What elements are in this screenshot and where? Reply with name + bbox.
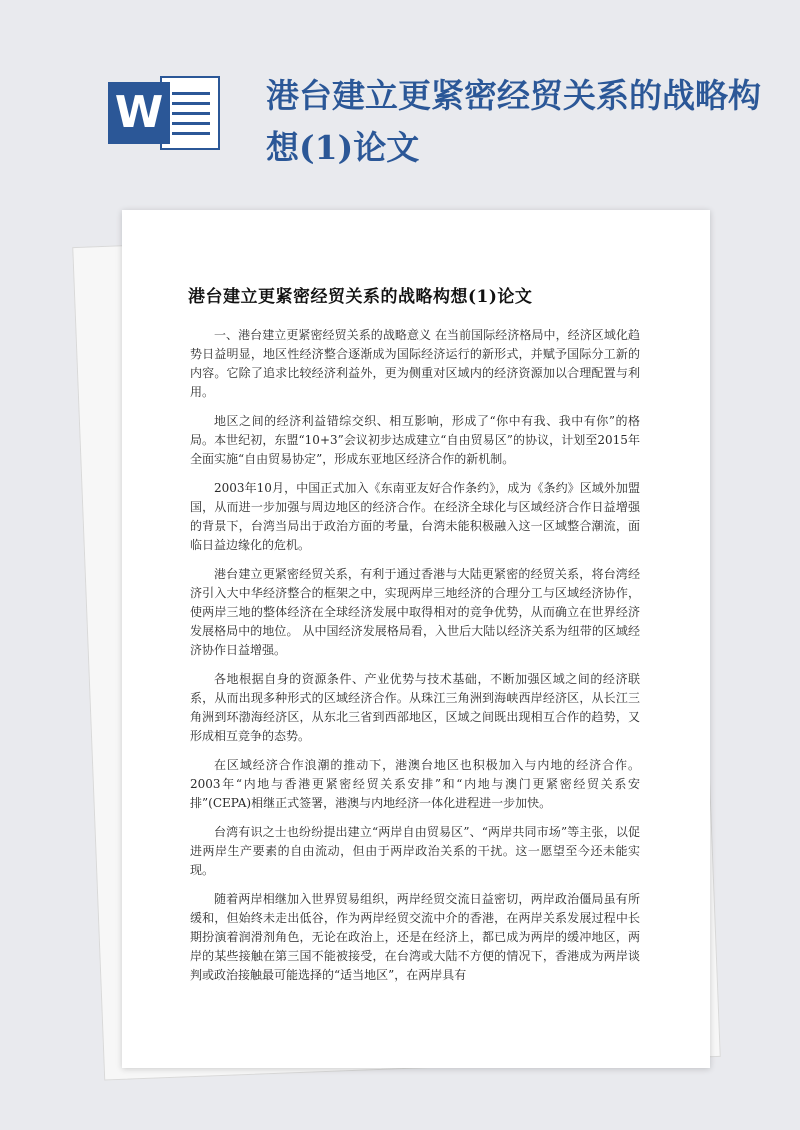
document-page [122, 210, 710, 1068]
header [0, 0, 800, 190]
document-body [190, 326, 640, 995]
paragraph: 随着两岸相继加入世界贸易组织，两岸经贸交流日益密切，两岸政治僵局虽有所缓和，但始终未走出低谷，作为两岸经贸交流中介的香港，在两岸关系发展过程中长期扮演着润滑剂角色，无论在政治上，还是在经济上，都已成为两岸的缓冲地区，两岸的某些接触在第三国不能被接受，在台湾或大陆不方便的情况下，香港成为两岸谈判或政治接触最可能选择的“适当地区”，在两岸具有 [190, 892, 640, 982]
paragraph: 地区之间的经济利益错综交织、相互影响，形成了“你中有我、我中有你”的格局。本世纪初，东盟“10+3”会议初步达成建立“自由贸易区”的协议，计划至2015年全面实施“自由贸易协定”，形成东亚地区经济合作的新机制。 [190, 414, 640, 466]
word-document-icon [108, 76, 220, 150]
paragraph: 台湾有识之士也纷纷提出建立“两岸自由贸易区”、“两岸共同市场”等主张，以促进两岸生产要素的自由流动，但由于两岸政治关系的干扰。这一愿望至今还未能实现。 [190, 825, 640, 877]
document-title: 港台建立更紧密经贸关系的战略构想(1)论文 [188, 287, 533, 307]
paragraph: 一、港台建立更紧密经贸关系的战略意义 在当前国际经济格局中，经济区域化趋势日益明显，地区性经济整合逐渐成为国际经济运行的新形式，并赋予国际分工新的内容。它除了追求比较经济利益外，更为侧重对区域内的经济资源加以合理配置与利用。 [190, 328, 640, 399]
paragraph: 在区域经济合作浪潮的推动下，港澳台地区也积极加入与内地的经济合作。2003年“内地与香港更紧密经贸关系安排”和“内地与澳门更紧密经贸关系安排”(CEPA)相继正式签署，港澳与内地经济一体化进程进一步加快。 [190, 758, 640, 810]
paragraph: 港台建立更紧密经贸关系，有利于通过香港与大陆更紧密的经贸关系，将台湾经济引入大中华经济整合的框架之中，实现两岸三地经济的合理分工与区域经济协作，使两岸三地的整体经济在全球经济发展中取得相对的竞争优势，从而确立在世界经济发展格局中的地位。 从中国经济发展格局看，入世后大陆以经济关系为纽带的区域经济协作日益增强。 [190, 567, 640, 657]
page-title: 港台建立更紧密经贸关系的战略构想(1)论文 [266, 76, 761, 167]
word-w-badge: W [108, 82, 170, 144]
paragraph: 各地根据自身的资源条件、产业优势与技术基础，不断加强区域之间的经济联系，从而出现多种形式的区域经济合作。从珠江三角洲到海峡西岸经济区，从长江三角洲到环渤海经济区，从东北三省到西部地区，区域之间既出现相互合作的趋势，又形成相互竞争的态势。 [190, 672, 640, 743]
paragraph: 2003年10月，中国正式加入《东南亚友好合作条约》，成为《条约》区域外加盟国，从而进一步加强与周边地区的经济合作。在经济全球化与区域经济合作日益增强的背景下，台湾当局出于政治方面的考量，台湾未能积极融入这一区域整合潮流，面临日益边缘化的危机。 [190, 481, 640, 552]
